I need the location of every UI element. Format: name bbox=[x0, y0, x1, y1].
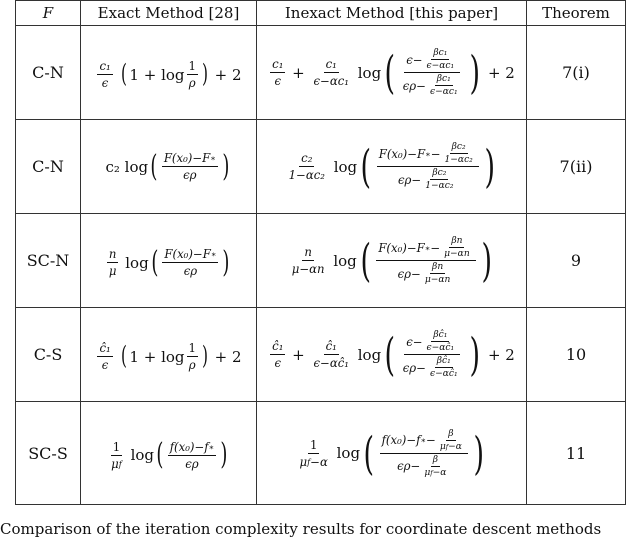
formula-token: ϵ−αc₁ bbox=[429, 87, 458, 97]
formula-token: − bbox=[430, 240, 441, 255]
formula-token: 1−αc₂ bbox=[288, 168, 325, 182]
fraction bbox=[162, 247, 218, 278]
header-theorem: Theorem bbox=[527, 1, 626, 26]
subscript: f bbox=[307, 456, 311, 467]
header-exact: Exact Method [28] bbox=[81, 1, 257, 26]
formula-token: βĉ₁ bbox=[433, 330, 448, 340]
fraction bbox=[380, 429, 468, 478]
fraction bbox=[187, 341, 198, 372]
formula-token: + 2 bbox=[483, 345, 515, 364]
superscript: ∗ bbox=[208, 441, 215, 452]
formula-token: ĉ₁ bbox=[272, 339, 284, 353]
fraction bbox=[290, 245, 327, 276]
formula-token: −α bbox=[432, 467, 447, 478]
theorem-cell: 11 bbox=[527, 402, 626, 505]
formula-token: β bbox=[448, 428, 454, 439]
formula-token: F(x₀)− bbox=[378, 240, 417, 255]
superscript: ∗ bbox=[424, 242, 431, 253]
parenthesized-group: ( F(x₀)− F ∗ ϵρ ) bbox=[151, 244, 230, 280]
formula-token: βĉ₁ bbox=[436, 356, 451, 366]
subscript: f bbox=[118, 458, 122, 469]
superscript: ∗ bbox=[210, 249, 217, 259]
formula-token: c₁ bbox=[99, 59, 111, 73]
formula-token: ϵ−αc₁ bbox=[313, 74, 349, 88]
formula-token: μ bbox=[299, 454, 308, 469]
formula-token: 1 bbox=[112, 439, 121, 454]
formula-token: F(x₀)− bbox=[164, 247, 203, 261]
formula-token: 1 bbox=[309, 437, 318, 452]
formula-token: log bbox=[125, 446, 154, 464]
exact-formula bbox=[95, 59, 241, 90]
fraction bbox=[438, 429, 464, 452]
formula-token: μ bbox=[108, 264, 117, 278]
formula-token: F(x₀)− bbox=[163, 151, 203, 165]
formula-token: n bbox=[108, 247, 117, 261]
table-caption: Comparison of the iteration complexity results for coordinate descent methods bbox=[0, 520, 602, 538]
exact-complexity-cell bbox=[81, 308, 257, 402]
function-class-cell: C-N bbox=[16, 120, 81, 214]
theorem-cell: 7(ii) bbox=[527, 120, 626, 214]
formula-token: ϵρ− bbox=[402, 78, 426, 93]
exact-complexity-cell bbox=[81, 120, 257, 214]
parenthesized-group: ( 1 + log 1 ρ ) bbox=[121, 58, 208, 90]
formula-token: ϵρ bbox=[183, 264, 198, 278]
exact-formula bbox=[95, 341, 241, 372]
exact-complexity-cell bbox=[81, 214, 257, 308]
inexact-complexity-cell bbox=[257, 402, 527, 505]
formula-token: μ−αn bbox=[444, 249, 470, 259]
formula-token: μ bbox=[111, 456, 119, 471]
formula-token: F bbox=[202, 151, 211, 165]
formula-token: c₂ log bbox=[105, 157, 149, 176]
formula-token: ϵρ bbox=[183, 168, 197, 182]
formula-token: + 2 bbox=[483, 63, 515, 82]
formula-token: ρ bbox=[188, 76, 196, 90]
exact-complexity-cell bbox=[81, 26, 257, 120]
formula-token: ĉ₁ bbox=[99, 341, 111, 355]
parenthesized-group: ( f(x₀)− f ∗ ϵρ ) bbox=[156, 437, 228, 472]
formula-token: 1 bbox=[188, 341, 196, 355]
inexact-formula bbox=[268, 330, 515, 379]
fraction bbox=[442, 236, 472, 259]
theorem-cell: 7(i) bbox=[527, 26, 626, 120]
fraction bbox=[377, 142, 479, 191]
table-row bbox=[16, 402, 626, 505]
fraction bbox=[312, 339, 351, 370]
fraction bbox=[97, 341, 112, 372]
formula-token: F(x₀)− bbox=[378, 146, 418, 161]
formula-token: c₁ bbox=[272, 57, 284, 71]
fraction bbox=[401, 330, 464, 379]
table-row bbox=[16, 214, 626, 308]
theorem-cell: 10 bbox=[527, 308, 626, 402]
formula-token: 1−αc₂ bbox=[444, 155, 473, 165]
formula-token: β bbox=[432, 454, 438, 465]
header-row bbox=[16, 1, 626, 26]
table-row bbox=[16, 120, 626, 214]
parenthesized-group: ( ϵ− $\frac{\text{βc₁}}{\text{ϵ−αc₁}}$ ϵρ− $\frac{\text{βc₁}}{\text{ϵ−αc₁}}$ ) bbox=[384, 46, 480, 99]
inexact-formula bbox=[296, 426, 488, 480]
fraction bbox=[428, 356, 460, 379]
formula-token: log bbox=[328, 251, 357, 270]
formula-token: ϵ bbox=[101, 76, 109, 90]
parenthesized-group: ( F(x₀)− F ∗ ϵρ ) bbox=[150, 148, 230, 184]
subscript: f bbox=[430, 468, 433, 477]
fraction bbox=[107, 247, 119, 278]
formula-token: ϵ− bbox=[406, 334, 423, 349]
fraction bbox=[425, 330, 457, 353]
formula-token: + 2 bbox=[209, 347, 242, 366]
superscript: ∗ bbox=[420, 435, 427, 445]
function-class-cell: SC-N bbox=[16, 214, 81, 308]
parenthesized-group: ( ϵ− $\frac{\text{βĉ₁}}{\text{ϵ−αĉ₁}}$ ϵρ− $\frac{\text{βĉ₁}}{\text{ϵ−αĉ₁}}$ ) bbox=[384, 328, 480, 381]
formula-token: −α bbox=[448, 441, 462, 452]
fraction bbox=[187, 59, 198, 90]
formula-token: c₁ bbox=[325, 57, 337, 71]
formula-token: f(x₀)− bbox=[169, 439, 205, 454]
fraction bbox=[168, 440, 216, 471]
fraction bbox=[423, 262, 453, 285]
formula-token: ϵ− bbox=[406, 52, 423, 67]
formula-token: c₂ bbox=[301, 151, 313, 165]
fraction bbox=[425, 48, 457, 71]
table-row bbox=[16, 26, 626, 120]
exact-formula bbox=[107, 437, 230, 472]
formula-token: ϵρ bbox=[185, 456, 199, 471]
inexact-complexity-cell bbox=[257, 120, 527, 214]
formula-token: 1 + log bbox=[129, 347, 185, 366]
fraction bbox=[270, 57, 285, 88]
formula-token: + bbox=[287, 345, 310, 364]
table-row bbox=[16, 308, 626, 402]
formula-token: βc₁ bbox=[433, 48, 448, 58]
fraction bbox=[298, 438, 330, 469]
formula-token: f bbox=[416, 433, 421, 447]
theorem-cell: 9 bbox=[527, 214, 626, 308]
formula-token: μ−αn bbox=[424, 275, 451, 285]
inexact-complexity-cell bbox=[257, 214, 527, 308]
formula-token: ϵ bbox=[274, 74, 282, 88]
fraction bbox=[312, 57, 351, 88]
inexact-complexity-cell bbox=[257, 26, 527, 120]
inexact-formula bbox=[285, 142, 499, 191]
formula-token: ϵ bbox=[101, 358, 109, 372]
fraction bbox=[162, 151, 218, 182]
superscript: ∗ bbox=[425, 148, 431, 159]
formula-token: ρ bbox=[188, 358, 196, 372]
exact-formula bbox=[105, 244, 232, 280]
formula-token: 1 bbox=[188, 59, 196, 73]
formula-token: n bbox=[304, 245, 312, 259]
formula-token: βc₁ bbox=[436, 74, 451, 84]
parenthesized-group: ( F(x₀)− F ∗ − $\frac{\beta n}{\mu-\alpha n}$ ϵρ− $\frac{\beta n}{\mu-\alpha n}$ ) bbox=[360, 234, 492, 287]
formula-token: ϵ−αĉ₁ bbox=[313, 356, 349, 370]
fraction bbox=[376, 236, 475, 285]
exact-formula bbox=[105, 148, 231, 184]
formula-token: + 2 bbox=[209, 65, 242, 84]
parenthesized-group: ( f(x₀)− f ∗ − β μ f −α ϵρ− β μ f −α ) bbox=[363, 426, 484, 480]
formula-token: ϵ bbox=[274, 356, 282, 370]
complexity-table bbox=[15, 0, 626, 505]
formula-token: 1−αc₂ bbox=[425, 181, 454, 191]
formula-token: f bbox=[204, 439, 209, 454]
formula-token: − bbox=[426, 433, 436, 447]
inexact-formula bbox=[268, 48, 515, 97]
inexact-complexity-cell bbox=[257, 308, 527, 402]
formula-token: log bbox=[331, 444, 361, 462]
formula-token: −α bbox=[310, 454, 328, 469]
parenthesized-group: ( F(x₀)− F ∗ − $\frac{\text{βc₂}}{\text{1−αc₂}}$ ϵρ− $\frac{\text{βc₂}}{\text{1−αc₂}}$ ) bbox=[360, 140, 495, 193]
header-inexact: Inexact Method [this paper] bbox=[257, 1, 527, 26]
header-f: F bbox=[16, 1, 81, 26]
formula-token: μ bbox=[424, 467, 431, 478]
formula-token: log bbox=[352, 63, 382, 82]
formula-token: log bbox=[120, 253, 149, 272]
fraction bbox=[287, 151, 327, 182]
formula-token: log bbox=[352, 345, 382, 364]
exact-complexity-cell bbox=[81, 402, 257, 505]
superscript: ∗ bbox=[210, 153, 216, 163]
formula-token: ϵ−αĉ₁ bbox=[426, 343, 455, 353]
formula-token: ϵ−αc₁ bbox=[426, 61, 455, 71]
formula-token: μ bbox=[439, 441, 446, 452]
fraction bbox=[270, 339, 285, 370]
formula-token: ϵρ− bbox=[398, 172, 422, 187]
formula-token: ϵ−αĉ₁ bbox=[429, 369, 458, 379]
formula-token: ϵρ− bbox=[397, 266, 421, 281]
fraction bbox=[428, 74, 460, 97]
formula-token: F bbox=[416, 240, 425, 255]
inexact-formula bbox=[288, 236, 496, 285]
fraction bbox=[443, 142, 475, 165]
function-class-cell: C-N bbox=[16, 26, 81, 120]
formula-token: + bbox=[287, 63, 310, 82]
formula-token: βn bbox=[432, 262, 444, 272]
subscript: f bbox=[445, 442, 449, 451]
formula-token: ϵρ− bbox=[402, 360, 426, 375]
formula-token: ĉ₁ bbox=[325, 339, 337, 353]
formula-token: μ−αn bbox=[291, 262, 325, 276]
formula-token: βn bbox=[451, 236, 463, 246]
formula-token: − bbox=[430, 146, 441, 161]
formula-token: F bbox=[202, 247, 211, 261]
formula-token: βc₂ bbox=[451, 142, 466, 152]
parenthesized-group: ( 1 + log 1 ρ ) bbox=[121, 340, 208, 372]
fraction bbox=[97, 59, 112, 90]
function-class-cell: C-S bbox=[16, 308, 81, 402]
function-class-cell: SC-S bbox=[16, 402, 81, 505]
fraction bbox=[423, 168, 455, 191]
fraction bbox=[422, 455, 448, 478]
formula-token: ϵρ− bbox=[397, 459, 421, 473]
formula-token: F bbox=[417, 146, 426, 161]
fraction bbox=[109, 440, 124, 471]
formula-token: 1 + log bbox=[129, 65, 185, 84]
formula-token: βc₂ bbox=[432, 168, 447, 178]
formula-token: log bbox=[328, 157, 358, 176]
formula-token: f(x₀)− bbox=[381, 433, 417, 447]
fraction bbox=[401, 48, 464, 97]
